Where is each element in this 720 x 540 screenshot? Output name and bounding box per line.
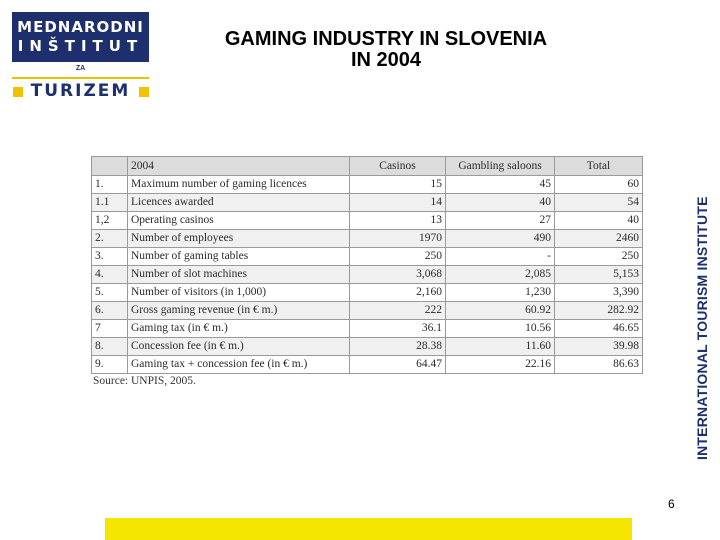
- casinos-value: 1970: [350, 230, 446, 248]
- row-label: Licences awarded: [128, 194, 350, 212]
- saloons-value: 2,085: [446, 266, 555, 284]
- total-value: 60: [555, 176, 643, 194]
- gaming-table-figure: [91, 156, 642, 387]
- gaming-table: [91, 156, 643, 374]
- casinos-value: 15: [350, 176, 446, 194]
- casinos-value: 3,068: [350, 266, 446, 284]
- row-index: 6.: [92, 302, 128, 320]
- row-label: Concession fee (in € m.): [128, 338, 350, 356]
- header-casinos: Casinos: [350, 157, 446, 176]
- table-source: Source: UNPIS, 2005.: [93, 375, 196, 387]
- total-value: 2460: [555, 230, 643, 248]
- saloons-value: 27: [446, 212, 555, 230]
- header-index: [92, 157, 128, 176]
- total-value: 3,390: [555, 284, 643, 302]
- saloons-value: 490: [446, 230, 555, 248]
- row-label: Gaming tax (in € m.): [128, 320, 350, 338]
- logo-line-1: MEDNARODNI: [17, 18, 144, 36]
- row-index: 3.: [92, 248, 128, 266]
- total-value: 282.92: [555, 302, 643, 320]
- total-value: 54: [555, 194, 643, 212]
- logo-box: [12, 12, 149, 62]
- casinos-value: 14: [350, 194, 446, 212]
- row-label: Number of slot machines: [128, 266, 350, 284]
- row-index: 8.: [92, 338, 128, 356]
- table-header-row: [92, 157, 643, 176]
- logo-line-2: INŠTITUT: [17, 37, 144, 55]
- row-index: 2.: [92, 230, 128, 248]
- table-row: [92, 302, 643, 320]
- row-label: Number of employees: [128, 230, 350, 248]
- table-row: [92, 176, 643, 194]
- title-line-2: IN 2004: [350, 49, 422, 71]
- title-line-1: GAMING INDUSTRY IN SLOVENIA: [224, 28, 548, 50]
- row-index: 9.: [92, 356, 128, 374]
- logo-line-3: TURIZEM: [30, 81, 131, 101]
- row-index: 1.: [92, 176, 128, 194]
- saloons-value: 60.92: [446, 302, 555, 320]
- casinos-value: 13: [350, 212, 446, 230]
- bottom-accent-bar: [105, 518, 632, 540]
- casinos-value: 250: [350, 248, 446, 266]
- table-row: [92, 266, 643, 284]
- row-index: 7: [92, 320, 128, 338]
- row-label: Gross gaming revenue (in € m.): [128, 302, 350, 320]
- institute-logo: [12, 12, 152, 101]
- table-row: [92, 284, 643, 302]
- table-row: [92, 194, 643, 212]
- total-value: 5,153: [555, 266, 643, 284]
- header-total: Total: [555, 157, 643, 176]
- row-label: Number of gaming tables: [128, 248, 350, 266]
- logo-divider: [12, 77, 149, 79]
- logo-square-right: [139, 87, 149, 97]
- saloons-value: 11.60: [446, 338, 555, 356]
- casinos-value: 64.47: [350, 356, 446, 374]
- casinos-value: 36.1: [350, 320, 446, 338]
- table-row: [92, 248, 643, 266]
- table-row: [92, 230, 643, 248]
- row-label: Maximum number of gaming licences: [128, 176, 350, 194]
- saloons-value: 45: [446, 176, 555, 194]
- total-value: 46.65: [555, 320, 643, 338]
- total-value: 40: [555, 212, 643, 230]
- saloons-value: 10.56: [446, 320, 555, 338]
- saloons-value: 1,230: [446, 284, 555, 302]
- saloons-value: 40: [446, 194, 555, 212]
- table-row: [92, 320, 643, 338]
- table-row: [92, 212, 643, 230]
- row-index: 1.1: [92, 194, 128, 212]
- header-year: 2004: [128, 157, 350, 176]
- casinos-value: 28.38: [350, 338, 446, 356]
- table-row: [92, 338, 643, 356]
- row-index: 1,2: [92, 212, 128, 230]
- logo-za: ZA: [75, 65, 86, 72]
- saloons-value: 22.16: [446, 356, 555, 374]
- total-value: 39.98: [555, 338, 643, 356]
- casinos-value: 222: [350, 302, 446, 320]
- row-label: Gaming tax + concession fee (in € m.): [128, 356, 350, 374]
- row-index: 5.: [92, 284, 128, 302]
- total-value: 250: [555, 248, 643, 266]
- row-label: Operating casinos: [128, 212, 350, 230]
- row-label: Number of visitors (in 1,000): [128, 284, 350, 302]
- header-saloons: Gambling saloons: [446, 157, 555, 176]
- table-row: [92, 356, 643, 374]
- side-label: INTERNATIONAL TOURISM INSTITUTE: [694, 196, 710, 460]
- total-value: 86.63: [555, 356, 643, 374]
- saloons-value: -: [446, 248, 555, 266]
- row-index: 4.: [92, 266, 128, 284]
- slide-title: [180, 29, 592, 71]
- casinos-value: 2,160: [350, 284, 446, 302]
- page-number: 6: [668, 497, 675, 511]
